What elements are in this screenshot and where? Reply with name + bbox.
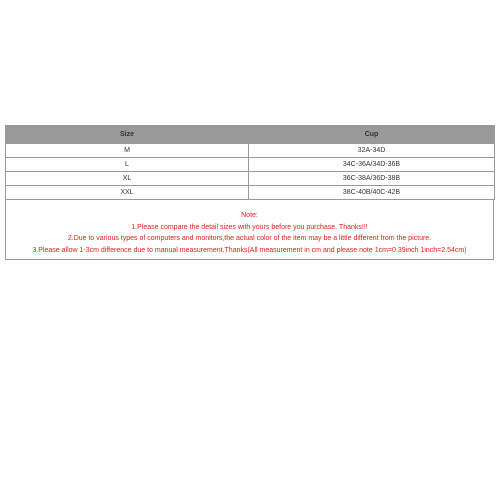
size-table — [5, 125, 495, 200]
size-cell: M — [6, 144, 249, 158]
cup-cell: 34C-36A/34D-36B — [249, 158, 495, 172]
size-cell: XXL — [6, 186, 249, 200]
size-cell: XL — [6, 172, 249, 186]
table-row — [6, 158, 495, 172]
note-line-1: 1.Please compare the detail sizes with yours before you purchase. Thanks!!! — [131, 223, 368, 231]
note-line-2: 2.Due to various types of computers and monitors,the actual color of the item may be a little different from the picture. — [67, 235, 432, 242]
size-chart — [5, 125, 494, 260]
note-line-3: 3.Please allow 1-3cm difference due to manual measurement.Thanks(All measurement in cm and please note 1cm=0.39inch 1inch=2.54cm) — [32, 246, 467, 254]
cup-cell: 32A-34D — [249, 144, 495, 158]
cup-cell: 36C-38A/36D-38B — [249, 172, 495, 186]
notes-box — [5, 200, 494, 260]
table-row — [6, 186, 495, 200]
table-row — [6, 144, 495, 158]
notes-title: Note: — [241, 212, 258, 219]
size-cell: L — [6, 158, 249, 172]
table-header-row — [6, 126, 495, 144]
cup-cell: 38C-40B/40C-42B — [249, 186, 495, 200]
table-row — [6, 172, 495, 186]
column-header-size: Size — [6, 126, 249, 144]
column-header-cup: Cup — [249, 126, 495, 144]
